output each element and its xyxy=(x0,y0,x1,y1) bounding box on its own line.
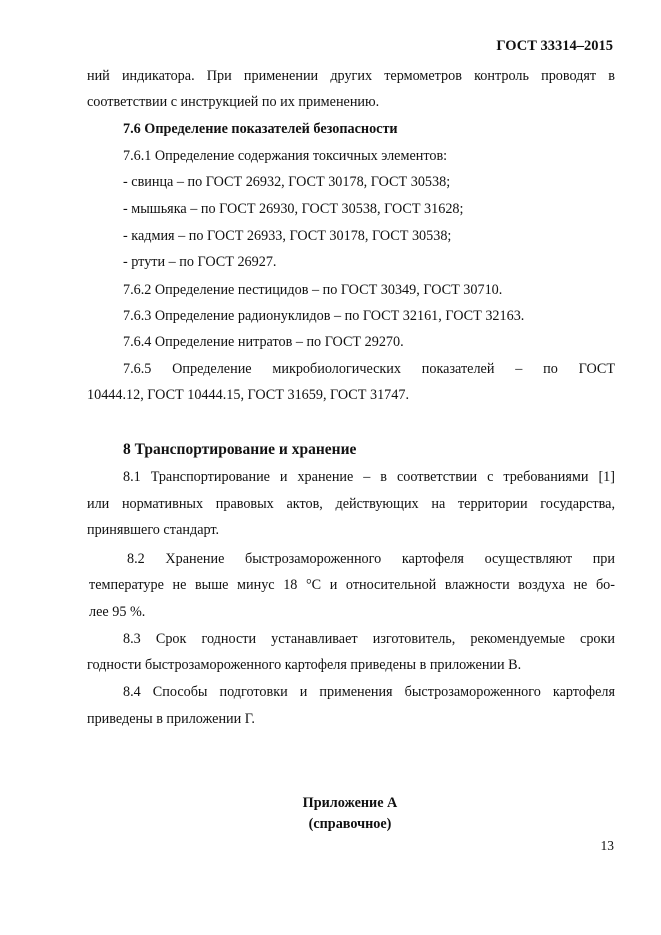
paragraph-8-3-line: годности быстрозамороженного картофеля приведены в приложении В. xyxy=(87,657,522,673)
section-8-heading: 8 Транспортирование и хранение xyxy=(123,441,357,458)
list-item-arsenic: - мышьяка – по ГОСТ 26930, ГОСТ 30538, ГОСТ 31628; xyxy=(123,201,464,217)
paragraph-8-1-line: принявшего стандарт. xyxy=(87,522,220,538)
paragraph-7-6-4: 7.6.4 Определение нитратов – по ГОСТ 29270. xyxy=(123,334,404,350)
page-number: 13 xyxy=(600,838,614,853)
paragraph-7-6-5-line: 7.6.5 Определение микробиологических показателей – по ГОСТ xyxy=(123,361,615,377)
list-item-lead: - свинца – по ГОСТ 26932, ГОСТ 30178, ГОСТ 30538; xyxy=(123,174,451,190)
paragraph-8-1-line: или нормативных правовых актов, действующих на территории государства, xyxy=(87,496,615,512)
paragraph-8-1-line: 8.1 Транспортирование и хранение – в соответствии с требованиями [1] xyxy=(123,469,615,485)
paragraph-7-6-1: 7.6.1 Определение содержания токсичных элементов: xyxy=(123,148,448,164)
list-item-mercury: - ртути – по ГОСТ 26927. xyxy=(123,254,277,270)
paragraph-7-6-3: 7.6.3 Определение радионуклидов – по ГОСТ 32161, ГОСТ 32163. xyxy=(123,308,525,324)
paragraph-8-3-line: 8.3 Срок годности устанавливает изготовитель, рекомендуемые сроки xyxy=(123,631,615,647)
paragraph-7-6-2: 7.6.2 Определение пестицидов – по ГОСТ 30349, ГОСТ 30710. xyxy=(123,282,503,298)
paragraph-8-2-line: лее 95 %. xyxy=(89,604,146,620)
appendix-subtitle: (справочное) xyxy=(308,816,392,832)
paragraph-8-2-line: 8.2 Хранение быстрозамороженного картофеля осуществляют при xyxy=(127,551,615,567)
paragraph-8-2-line: температуре не выше минус 18 °С и относительной влажности воздуха не бо- xyxy=(89,577,615,593)
appendix-title: Приложение А xyxy=(302,795,398,811)
paragraph-line: соответствии с инструкцией по их применению. xyxy=(87,94,380,110)
paragraph-line: ний индикатора. При применении других термометров контроль проводят в xyxy=(87,68,615,84)
paragraph-7-6-5-line: 10444.12, ГОСТ 10444.15, ГОСТ 31659, ГОСТ 31747. xyxy=(87,387,410,403)
page-header: ГОСТ 33314–2015 xyxy=(496,38,613,54)
paragraph-8-4-line: приведены в приложении Г. xyxy=(87,711,255,727)
paragraph-8-4-line: 8.4 Способы подготовки и применения быстрозамороженного картофеля xyxy=(123,684,615,700)
list-item-cadmium: - кадмия – по ГОСТ 26933, ГОСТ 30178, ГОСТ 30538; xyxy=(123,228,452,244)
section-7-6-heading: 7.6 Определение показателей безопасности xyxy=(123,121,398,137)
